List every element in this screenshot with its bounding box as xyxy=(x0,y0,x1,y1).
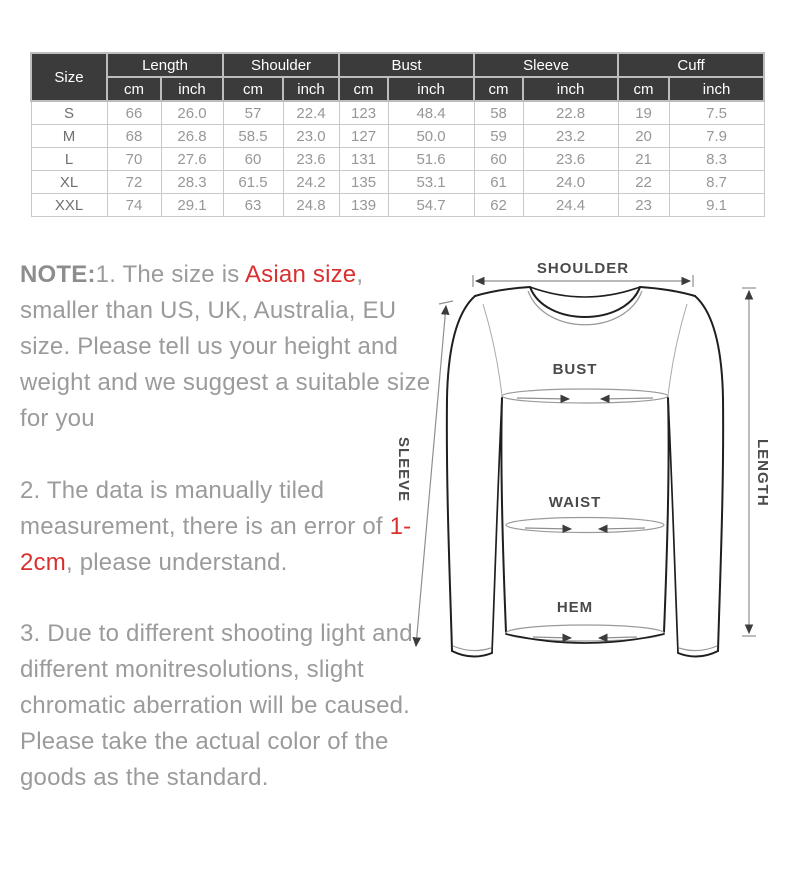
value-cell: 51.6 xyxy=(388,148,474,171)
value-cell: 19 xyxy=(618,101,669,125)
unit-header-cm: cm xyxy=(339,77,388,101)
size-cell: M xyxy=(31,125,107,148)
note-text: , please understand. xyxy=(65,549,288,576)
value-cell: 61.5 xyxy=(223,171,283,194)
sleeve-label: SLEEVE xyxy=(395,437,412,503)
value-cell: 22.4 xyxy=(283,101,339,125)
shirt-measurement-diagram xyxy=(395,248,780,672)
value-cell: 23 xyxy=(618,194,669,217)
size-cell: L xyxy=(31,148,107,171)
value-cell: 24.0 xyxy=(523,171,618,194)
shoulder-label: SHOULDER xyxy=(536,260,630,277)
value-cell: 66 xyxy=(107,101,161,125)
right-sleeve-outer xyxy=(695,296,723,651)
left-shoulder-line xyxy=(475,287,530,296)
note-text: 2. The data is manually tiled measurement, there is an error of xyxy=(20,477,390,540)
hem-band-bottom xyxy=(506,634,664,643)
note-text: 1. The size is xyxy=(95,261,245,288)
value-cell: 28.3 xyxy=(161,171,223,194)
value-cell: 127 xyxy=(339,125,388,148)
table-row-xl xyxy=(31,171,764,194)
left-cuff-inner-line xyxy=(453,646,491,651)
value-cell: 21 xyxy=(618,148,669,171)
value-cell: 58 xyxy=(474,101,523,125)
note-asian-size xyxy=(20,257,444,437)
sleeve-arrow xyxy=(416,306,446,646)
hem-label: HEM xyxy=(556,599,594,616)
value-cell: 22 xyxy=(618,171,669,194)
value-cell: 131 xyxy=(339,148,388,171)
length-label: LENGTH xyxy=(754,439,771,507)
value-cell: 123 xyxy=(339,101,388,125)
size-chart-table xyxy=(30,52,765,217)
waist-arrow-right xyxy=(599,528,645,529)
value-cell: 9.1 xyxy=(669,194,764,217)
value-cell: 8.3 xyxy=(669,148,764,171)
note-text: , smaller than US, UK, Australia, EU size. Please tell us your height and weight and we suggest a suitable size for you xyxy=(20,261,431,432)
value-cell: 8.7 xyxy=(669,171,764,194)
left-body-side xyxy=(501,398,506,632)
left-armhole-seam xyxy=(483,304,502,396)
value-cell: 7.5 xyxy=(669,101,764,125)
value-cell: 61 xyxy=(474,171,523,194)
group-header-bust: Bust xyxy=(339,53,474,77)
bust-arrow-right xyxy=(601,398,653,399)
value-cell: 23.6 xyxy=(283,148,339,171)
value-cell: 135 xyxy=(339,171,388,194)
value-cell: 60 xyxy=(223,148,283,171)
value-cell: 23.6 xyxy=(523,148,618,171)
table-row-m xyxy=(31,125,764,148)
size-cell: XXL xyxy=(31,194,107,217)
value-cell: 53.1 xyxy=(388,171,474,194)
right-cuff xyxy=(678,651,718,657)
value-cell: 27.6 xyxy=(161,148,223,171)
unit-header-inch: inch xyxy=(283,77,339,101)
right-cuff-inner-line xyxy=(679,646,717,651)
note-highlight-asian-size: Asian size xyxy=(244,261,357,288)
group-header-shoulder: Shoulder xyxy=(223,53,339,77)
value-cell: 62 xyxy=(474,194,523,217)
value-cell: 58.5 xyxy=(223,125,283,148)
value-cell: 23.0 xyxy=(283,125,339,148)
back-collar-line xyxy=(530,287,640,297)
table-row-l xyxy=(31,148,764,171)
unit-header-inch: inch xyxy=(161,77,223,101)
waist-label: WAIST xyxy=(548,494,602,511)
value-cell: 26.0 xyxy=(161,101,223,125)
bust-line-ellipse xyxy=(502,389,668,403)
right-armhole-seam xyxy=(668,304,687,396)
value-cell: 29.1 xyxy=(161,194,223,217)
size-column-header: Size xyxy=(31,53,107,101)
note-text: 3. Due to different shooting light and different monitresolutions, slight chromatic aberration will be caused. Please take the actual color of the goods as the standard. xyxy=(20,620,413,791)
group-header-sleeve: Sleeve xyxy=(474,53,618,77)
value-cell: 22.8 xyxy=(523,101,618,125)
value-cell: 23.2 xyxy=(523,125,618,148)
table-row-s xyxy=(31,101,764,125)
waist-line-ellipse xyxy=(506,518,664,533)
bust-arrow-left xyxy=(517,398,569,399)
right-body-side xyxy=(664,398,669,632)
right-shoulder-line xyxy=(640,287,695,296)
left-cuff xyxy=(452,651,492,657)
value-cell: 50.0 xyxy=(388,125,474,148)
shoulder-dimension xyxy=(473,260,693,287)
bust-dimension xyxy=(517,361,653,399)
value-cell: 60 xyxy=(474,148,523,171)
value-cell: 7.9 xyxy=(669,125,764,148)
unit-header-inch: inch xyxy=(523,77,618,101)
hem-dimension xyxy=(533,599,637,638)
value-cell: 139 xyxy=(339,194,388,217)
table-row-xxl xyxy=(31,194,764,217)
waist-arrow-left xyxy=(525,528,571,529)
hem-arrow-right xyxy=(599,637,637,638)
value-cell: 68 xyxy=(107,125,161,148)
size-cell: S xyxy=(31,101,107,125)
value-cell: 59 xyxy=(474,125,523,148)
group-header-cuff: Cuff xyxy=(618,53,764,77)
note-measurement-error xyxy=(20,473,456,581)
value-cell: 57 xyxy=(223,101,283,125)
note-highlight-error: 1-2cm xyxy=(20,513,412,576)
note-label: NOTE: xyxy=(20,261,96,288)
unit-header-inch: inch xyxy=(669,77,764,101)
unit-header-cm: cm xyxy=(618,77,669,101)
value-cell: 72 xyxy=(107,171,161,194)
value-cell: 24.8 xyxy=(283,194,339,217)
waist-dimension xyxy=(525,494,645,529)
collar-inner-line xyxy=(528,291,642,325)
length-dimension xyxy=(742,288,771,636)
unit-header-cm: cm xyxy=(107,77,161,101)
value-cell: 48.4 xyxy=(388,101,474,125)
unit-header-cm: cm xyxy=(223,77,283,101)
hem-arrow-left xyxy=(533,637,571,638)
value-cell: 70 xyxy=(107,148,161,171)
value-cell: 54.7 xyxy=(388,194,474,217)
value-cell: 24.2 xyxy=(283,171,339,194)
unit-header-inch: inch xyxy=(388,77,474,101)
note-chromatic-aberration xyxy=(20,616,460,796)
value-cell: 63 xyxy=(223,194,283,217)
value-cell: 74 xyxy=(107,194,161,217)
sleeve-dimension xyxy=(395,301,453,646)
value-cell: 20 xyxy=(618,125,669,148)
unit-header-cm: cm xyxy=(474,77,523,101)
value-cell: 24.4 xyxy=(523,194,618,217)
bust-label: BUST xyxy=(552,361,598,378)
group-header-length: Length xyxy=(107,53,223,77)
left-sleeve-outer xyxy=(447,296,475,651)
value-cell: 26.8 xyxy=(161,125,223,148)
size-cell: XL xyxy=(31,171,107,194)
dimension-tick xyxy=(439,301,453,304)
